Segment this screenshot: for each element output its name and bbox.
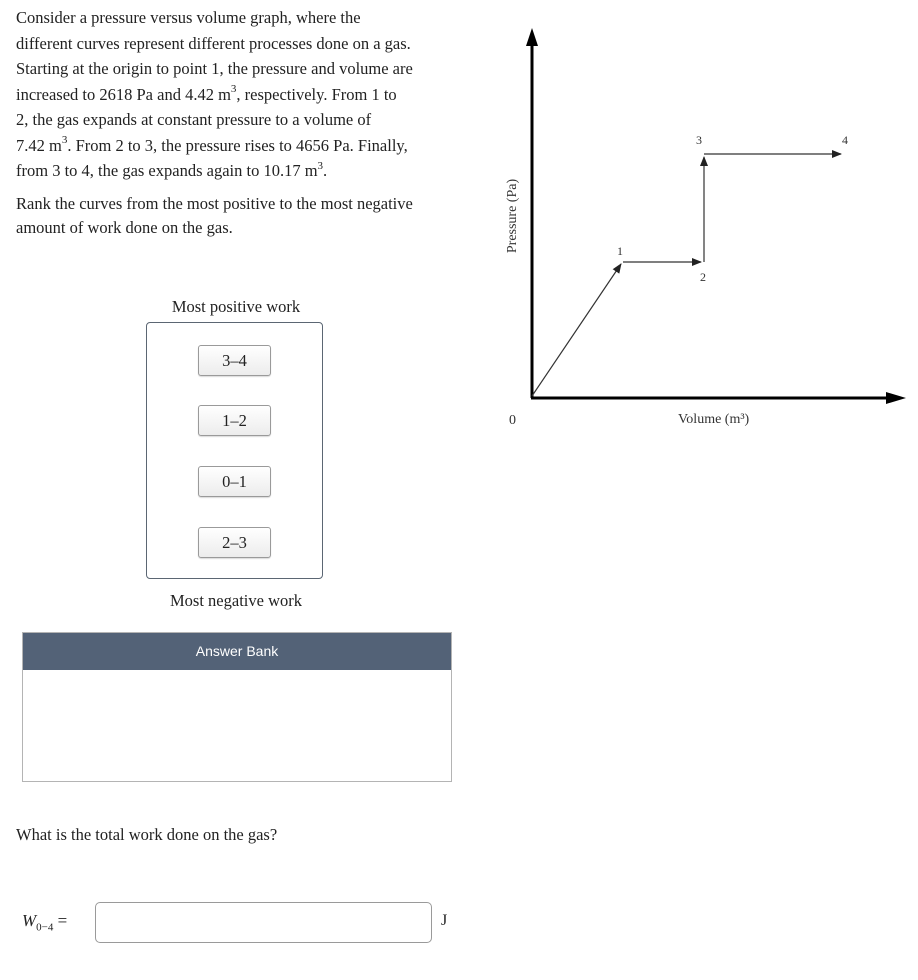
point-label-1: 1 (617, 244, 623, 258)
superscript: 3 (230, 83, 237, 95)
origin-label: 0 (509, 413, 516, 428)
rank-line: Rank the curves from the most positive to the most negative (16, 193, 413, 213)
superscript: 3 (317, 159, 324, 172)
pv-graph (498, 22, 910, 442)
question-line: 7.42 m (16, 135, 62, 155)
unit-label: J (441, 912, 448, 929)
question-line: Consider a pressure versus volume graph, where the (16, 8, 361, 27)
answer-bank[interactable] (22, 632, 452, 782)
work-subscript: 0−4 (36, 921, 54, 934)
equals-sign: = (57, 911, 68, 930)
rank-tile-2-3[interactable]: 2–3 (198, 527, 271, 558)
question-line: 2, the gas expands at constant pressure to a volume of (16, 110, 372, 129)
point-label-2: 2 (700, 270, 706, 284)
y-axis-label: Pressure (Pa) (505, 178, 520, 254)
y-axis (526, 28, 538, 398)
rank-line: amount of work done on the gas. (16, 217, 233, 237)
question-line: , respectively. From 1 to (236, 84, 397, 104)
question-line: different curves represent different processes done on a gas. (16, 33, 411, 53)
question-paragraph (16, 5, 466, 184)
ranking-drop-zone[interactable] (146, 322, 323, 579)
most-positive-label: Most positive work (171, 297, 301, 316)
rank-instructions (16, 192, 466, 240)
question-line: Starting at the origin to point 1, the pressure and volume are (16, 59, 413, 78)
question-text (16, 5, 466, 240)
total-work-question: What is the total work done on the gas? (16, 825, 278, 844)
x-axis (531, 392, 906, 404)
rank-tile-0-1[interactable]: 0–1 (198, 466, 271, 497)
question-line: . (323, 161, 328, 180)
x-axis-label: Volume (m³) (678, 412, 750, 427)
rank-tile-3-4[interactable]: 3–4 (198, 345, 271, 376)
point-label-3: 3 (696, 133, 702, 147)
answer-bank-header: Answer Bank (23, 633, 451, 670)
point-label-4: 4 (842, 133, 848, 147)
question-line: . From 2 to 3, the pressure rises to 4656 Pa. Finally, (67, 135, 408, 155)
most-negative-label: Most negative work (170, 591, 302, 610)
process-0-1-line (532, 264, 621, 396)
superscript: 3 (61, 134, 68, 146)
work-label (22, 911, 67, 933)
total-work-input[interactable] (95, 902, 432, 943)
question-line: from 3 to 4, the gas expands again to 10.17 m (16, 161, 318, 180)
question-line: increased to 2618 Pa and 4.42 m (16, 84, 231, 104)
work-symbol: W (22, 911, 37, 930)
rank-tile-1-2[interactable]: 1–2 (198, 405, 271, 436)
